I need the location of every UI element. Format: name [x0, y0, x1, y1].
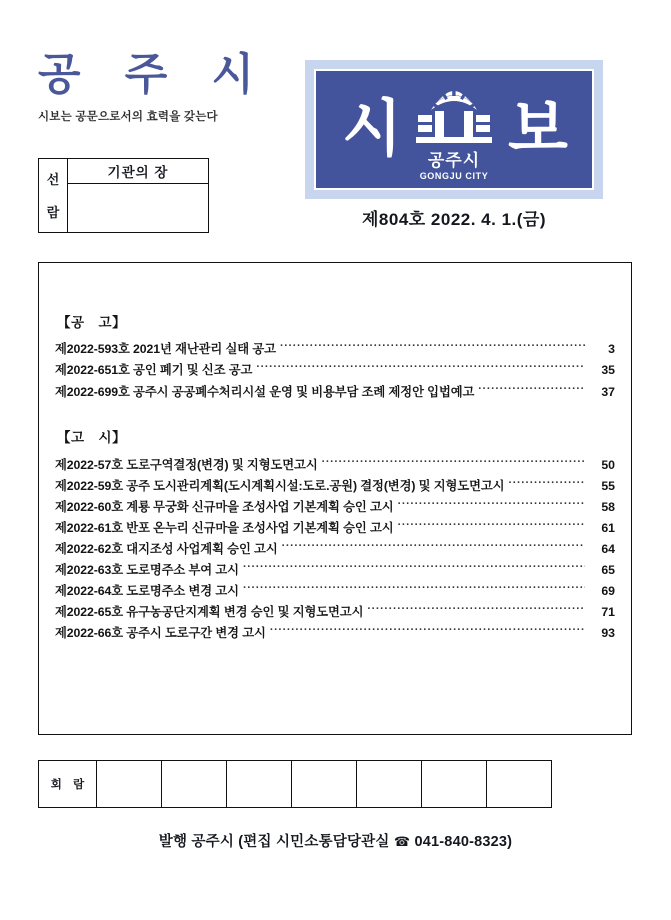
masthead	[38, 52, 288, 124]
publisher-text: 발행 공주시 (편집 시민소통담당관실	[158, 834, 390, 850]
circulation-cell[interactable]	[487, 761, 552, 808]
circulation-cell[interactable]	[292, 761, 357, 808]
toc-entry-page: 55	[601, 478, 615, 493]
list-item[interactable]	[55, 453, 615, 474]
toc-section-head-part1: 【고	[57, 430, 85, 446]
toc-leader-dots	[367, 604, 585, 616]
page-header	[0, 0, 671, 250]
list-item[interactable]	[55, 601, 615, 622]
circulation-cell[interactable]	[422, 761, 487, 808]
toc-entry-page: 64	[601, 541, 615, 556]
table-of-contents	[38, 262, 632, 735]
toc-section-head-part1: 【공	[57, 315, 85, 330]
toc-entry-text: 제2022-593호 2021년 재난관리 실태 공고	[55, 342, 276, 357]
toc-leader-dots	[256, 362, 585, 374]
toc-leader-dots	[508, 478, 585, 490]
toc-entry-page: 3	[608, 342, 615, 357]
toc-entry-page: 71	[601, 605, 615, 620]
toc-section-head-part2: 고】	[98, 315, 127, 330]
telephone-icon: ☎	[393, 834, 411, 849]
circulation-label-cell: 회 람	[39, 761, 97, 808]
approval-signature-cell[interactable]	[68, 184, 209, 233]
toc-entry-text: 제2022-57호 도로구역결정(변경) 및 지형도면고시	[55, 457, 318, 472]
toc-entry-page: 50	[601, 457, 615, 472]
toc-leader-dots	[280, 341, 585, 353]
toc-leader-dots	[478, 384, 585, 396]
toc-leader-dots	[243, 583, 585, 595]
toc-entry-text: 제2022-65호 유구농공단지계획 변경 승인 및 지형도면고시	[55, 605, 364, 620]
toc-entry-page: 93	[601, 626, 615, 641]
circulation-table	[38, 760, 552, 808]
toc-leader-dots	[322, 457, 585, 469]
toc-entry-text: 제2022-61호 반포 온누리 신규마을 조성사업 기본계획 승인 고시	[55, 520, 394, 535]
emblem-logo-korean: 공주시	[427, 151, 481, 171]
list-item[interactable]	[55, 516, 615, 537]
circulation-cell[interactable]	[97, 761, 162, 808]
list-item[interactable]	[55, 495, 615, 516]
toc-entry-page: 37	[601, 384, 615, 399]
approval-stamp-table	[38, 158, 209, 233]
publisher-line	[0, 830, 671, 851]
circulation-cell[interactable]	[227, 761, 292, 808]
list-item[interactable]	[55, 474, 615, 495]
toc-leader-dots	[282, 541, 585, 553]
circulation-cell[interactable]	[357, 761, 422, 808]
list-item[interactable]	[55, 622, 615, 643]
list-item[interactable]	[55, 380, 615, 401]
publisher-phone: 041-840-8323)	[414, 834, 513, 850]
toc-section-head-part2: 시】	[98, 430, 127, 446]
list-item[interactable]	[55, 338, 615, 359]
approval-label-bottom: 람	[46, 204, 60, 220]
gongju-arch-gate-icon	[406, 77, 502, 182]
toc-entry-text: 제2022-651호 공인 폐기 및 신조 공고	[55, 363, 253, 378]
emblem-logo-english: GONGJU CITY	[419, 170, 489, 181]
toc-entry-page: 58	[601, 499, 615, 514]
approval-label-top: 선	[46, 171, 60, 187]
toc-entry-text: 제2022-59호 공주 도시관리계획(도시계획시설:도로.공원) 결정(변경) 및 지형도면고시	[55, 478, 505, 493]
toc-section-header-gosi	[57, 426, 615, 446]
list-item[interactable]	[55, 359, 615, 380]
list-item[interactable]	[55, 580, 615, 601]
toc-section-spacer	[55, 401, 615, 426]
toc-entry-text: 제2022-63호 도로명주소 부여 고시	[55, 563, 239, 578]
toc-leader-dots	[243, 562, 585, 574]
toc-entry-text: 제2022-64호 도로명주소 변경 고시	[55, 584, 239, 599]
masthead-tagline: 시보는 공문으로서의 효력을 갖는다	[38, 111, 218, 124]
toc-entry-page: 61	[601, 520, 615, 535]
toc-leader-dots	[270, 625, 585, 637]
toc-entry-text: 제2022-66호 공주시 도로구간 변경 고시	[55, 626, 266, 641]
list-item[interactable]	[55, 559, 615, 580]
circulation-cell[interactable]	[162, 761, 227, 808]
toc-leader-dots	[398, 499, 585, 511]
page-title: 공 주 시	[38, 50, 270, 99]
toc-leader-dots	[398, 520, 585, 532]
table-row	[39, 761, 552, 808]
approval-column-header: 기관의 장	[68, 159, 209, 184]
emblem-inner-frame	[314, 69, 594, 190]
toc-entry-page: 65	[601, 563, 615, 578]
issue-number-date: 제804호 2022. 4. 1.(금)	[361, 210, 547, 229]
gazette-emblem	[305, 60, 603, 199]
list-item[interactable]	[55, 538, 615, 559]
toc-entry-page: 35	[601, 363, 615, 378]
toc-entry-page: 69	[601, 584, 615, 599]
toc-entry-text: 제2022-60호 계룡 무궁화 신규마을 조성사업 기본계획 승인 고시	[55, 499, 394, 514]
toc-entry-text: 제2022-62호 대지조성 사업계획 승인 고시	[55, 541, 278, 556]
approval-label-cell	[39, 159, 68, 233]
toc-entry-text: 제2022-699호 공주시 공공폐수처리시설 운영 및 비용부담 조례 제정안 입법예고	[55, 384, 475, 399]
toc-section-header-gonggo	[57, 311, 615, 331]
emblem-char-bo: 보	[508, 94, 566, 164]
emblem-char-si: 시	[342, 94, 400, 164]
